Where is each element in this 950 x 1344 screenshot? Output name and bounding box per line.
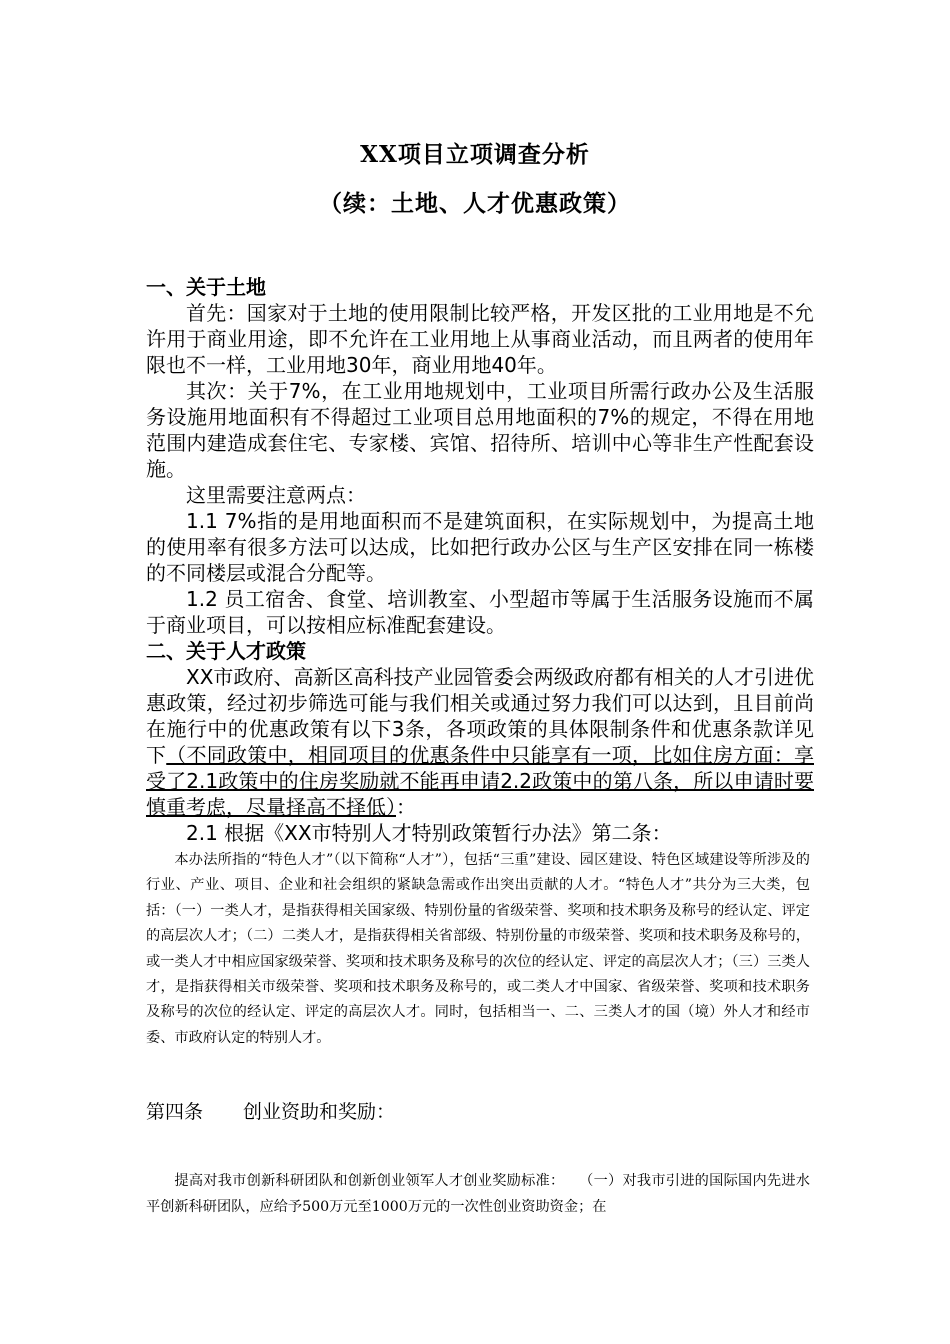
paragraph-land-first: 首先：国家对于土地的使用限制比较严格，开发区批的工业用地是不允许用于商业用途，即不允许在工业用地上从事商业活动，而且两者的使用年限也不一样，工业用地30年，商业用地40年。 (146, 301, 814, 377)
paragraph-land-note: 这里需要注意两点： (186, 483, 366, 507)
section-heading-talent: 二、关于人才政策 (146, 639, 306, 663)
paragraph-policy-2-1: 2.1 根据《XX市特别人才特别政策暂行办法》第二条： (186, 821, 672, 845)
document-title: XX项目立项调查分析 (360, 141, 590, 168)
paragraph-land-point-1: 1.1 7%指的是用地面积而不是建筑面积，在实际规划中，为提高土地的使用率有很多方法可以达成，比如把行政办公区与生产区安排在同一栋楼的不同楼层或混合分配等。 (146, 509, 814, 585)
talent-intro-text: XX市政府、高新区高科技产业园管委会两级政府都有相关的人才引进优惠政策，经过初步筛选可能与我们相关或通过努力我们可以达到，且目前尚在施行中的优惠政策有以下3条，各项政策的具体限制条件和优惠条款详见下 (146, 665, 814, 767)
paragraph-land-point-2: 1.2 员工宿舍、食堂、培训教室、小型超市等属于生活服务设施而不属于商业项目，可以按相应标准配套建设。 (146, 587, 814, 637)
paragraph-talent-intro (146, 664, 814, 820)
article-four-title: 创业资助和奖励： (243, 1101, 396, 1123)
talent-intro-underlined-note: （不同政策中，相同项目的优惠条件中只能享有一项，比如住房方面：享受了2.1政策中的住房奖励就不能再申请2.2政策中的第八条，所以申请时要慎重考虑，尽量择高不择低） (146, 743, 814, 819)
quote-special-talent: 本办法所指的“特色人才”（以下简称“人才”），包括“三重”建设、园区建设、特色区域建设等所涉及的行业、产业、项目、企业和社会组织的紧缺急需或作出突出贡献的人才。“特色人才”共分为三大类，包括：（一）一类人才，是指获得相关国家级、特别份量的省级荣誉、奖项和技术职务及称号的经认定、评定的高层次人才；（二）二类人才，是指获得相关省部级、特别份量的市级荣誉、奖项和技术职务及称号的，或一类人才中相应国家级荣誉、奖项和技术职务及称号的次位的经认定、评定的高层次人才；（三）三类人才，是指获得相关市级荣誉、奖项和技术职务及称号的，或二类人才中国家、省级荣誉、奖项和技术职务及称号的次位的经认定、评定的高层次人才。同时，包括相当一、二、三类人才的国（境）外人才和经市委、市政府认定的特别人才。 (146, 852, 810, 1046)
paragraph-land-second: 其次：关于7%，在工业用地规划中，工业项目所需行政办公及生活服务设施用地面积有不得超过工业项目总用地面积的7%的规定，不得在用地范围内建造成套住宅、专家楼、宾馆、招待所、培训中心等非生产性配套设施。 (146, 379, 814, 481)
section-heading-land: 一、关于土地 (146, 275, 266, 299)
quote-startup-funding: 提高对我市创新科研团队和创新创业领军人才创业奖励标准： （一）对我市引进的国际国内先进水平创新科研团队，应给予500万元至1000万元的一次性创业资助资金；在 (146, 1173, 810, 1215)
article-four-heading (146, 1097, 395, 1124)
document-subtitle: （续：土地、人才优惠政策） (319, 190, 631, 217)
article-four-label: 第四条 (146, 1101, 204, 1123)
main-body (146, 274, 814, 846)
talent-intro-end: ： (396, 795, 416, 819)
